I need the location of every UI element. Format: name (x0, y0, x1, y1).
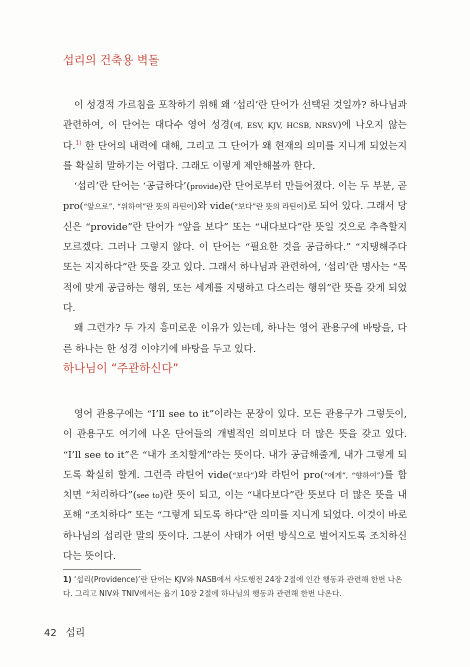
paragraph: 이 성경적 가르침을 포착하기 위해 왜 ‘섭리’란 단어가 선택된 것일까? 하나님과 관련하여, 이 단어는 대다수 영어 성경(예, ESV, KJV, HCSB, NRSV)에 나오지 않는다.$^{1)}$ 한 단어의 내력에 대해, 그리고 그 단어가 왜 현재의 의미를 지니게 되었는지를 확실히 말하기는 어렵다. 그래도 이렇게 제안해볼까 한다. (63, 100, 407, 172)
running-title: 섭리 (65, 628, 86, 639)
section-heading-god-sees-to-it: 하나님이 “주관하신다” (63, 361, 179, 375)
paragraph: 영어 관용구에는 “I’ll see to it”이라는 문장이 있다. 모든 관용구가 그렇듯이, 이 관용구도 여기에 나온 단어들의 개별적인 의미보다 더 많은 뜻을 갖고 있다. “I’ll see to it”은 “내가 조치할게”라는 뜻이다. 내가 공급해줄게, 내가 그렇게 되도록 확실히 할게. 그런즉 라틴어 vide(“보다”)와 라틴어 pro(“에게”, “향하여”)를 합치면 “처리하다”(see to)란 뜻이 되고, 이는 “내다보다”란 뜻보다 더 많은 뜻을 내포해 “조치하다” 또는 “그렇게 되도록 하다”란 의미를 지니게 되었다. 이것이 바로 하나님의 섭리란 말의 뜻이다. 그분이 사태가 어떤 방식으로 벌어지도록 조치하신다는 뜻이다. (63, 409, 407, 563)
section1-body (63, 96, 407, 360)
footnote-text: ‘섭리(Providence)’란 단어는 KJV와 NASB에서 사도행전 24장 2절에 인간 행동과 관련해 한번 나온다. 그리고 NIV와 TNIV에서는 욥기 10장 2절에 하나님의 행동과 관련해 한번 나온다. (63, 575, 403, 598)
section2-body (63, 405, 407, 567)
page-footer (44, 624, 94, 639)
paragraph: 왜 그런가? 두 가지 흥미로운 이유가 있는데, 하나는 영어 관용구에 바탕을, 다른 하나는 한 성경 이야기에 바탕을 두고 있다. (63, 323, 407, 355)
footnote-divider (63, 569, 141, 570)
page-number: 42 (44, 628, 57, 639)
section-heading-building-blocks: 섭리의 건축용 벽돌 (63, 53, 160, 67)
footnote-marker[interactable]: 1) (75, 139, 82, 147)
paragraph: ‘섭리’란 단어는 ‘공급하다’(provide)란 단어로부터 만들어졌다. 이는 두 부분, 곧 pro(“앞으로”, “위하여”란 뜻의 라틴어)와 vide(“보다”란 뜻의 라틴어)로 되어 있다. 그래서 당신은 “provide”란 단어가 “앞을 보다” 또는 “내다보다”란 뜻일 것으로 추측할지 모르겠다. 그러나 그렇지 않다. 이 단어는 “필요한 것을 공급하다.” “지탱해주다 또는 지지하다”란 뜻을 갖고 있다. 그래서 하나님과 관련하여, ‘섭리’란 명사는 “목적에 맞게 공급하는 행위, 또는 세계를 지탱하고 다스리는 행위”란 뜻을 갖게 되었다. (63, 181, 407, 314)
footnote (63, 573, 408, 601)
footnote-number: 1) (63, 575, 72, 584)
